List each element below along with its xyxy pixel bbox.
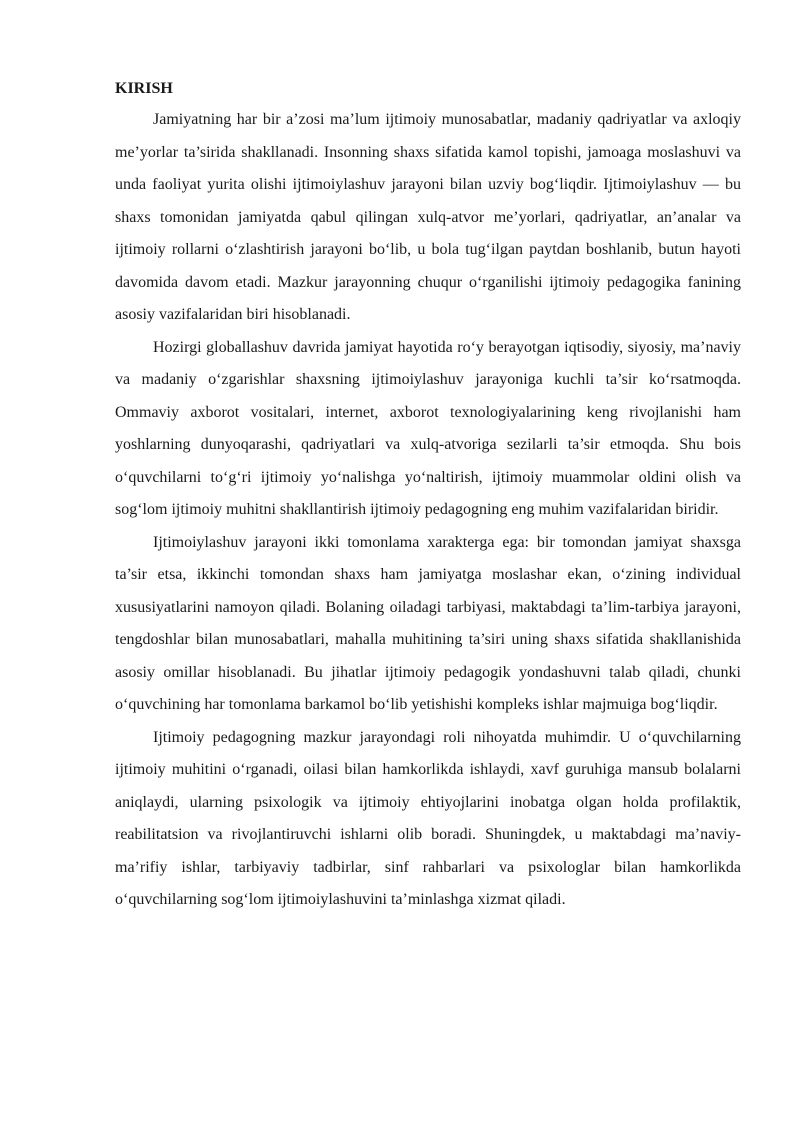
paragraph-2: Hozirgi globallashuv davrida jamiyat hayotida ro‘y berayotgan iqtisodiy, siyosiy, ma’naviy va madaniy o‘zgarishlar shaxsning ijtimoiylashuv jarayoniga kuchli ta’sir ko‘rsatmoqda. Ommaviy axborot vositalari, internet, axborot texnologiyalarining keng rivojlanishi ham yoshlarning dunyoqarashi, qadriyatlari va xulq-atvoriga sezilarli ta’sir etmoqda. Shu bois o‘quvchilarni to‘g‘ri ijtimoiy yo‘nalishga yo‘naltirish, ijtimoiy muammolar oldini olish va sog‘lom ijtimoiy muhitni shakllantirish ijtimoiy pedagogning eng muhim vazifalaridan biridir.	[115, 338, 741, 518]
paragraph-4: Ijtimoiy pedagogning mazkur jarayondagi roli nihoyatda muhimdir. U o‘quvchilarning ijtimoiy muhitini o‘rganadi, oilasi bilan hamkorlikda ishlaydi, xavf guruhiga mansub bolalarni aniqlaydi, ularning psixologik va ijtimoiy ehtiyojlarini inobatga olgan holda profilaktik, reabilitatsion va rivojlantiruvchi ishlarni olib boradi. Shuningdek, u maktabdagi ma’naviy-ma’rifiy ishlar, tarbiyaviy tadbirlar, sinf rahbarlari va psixologlar bilan hamkorlikda o‘quvchilarning sog‘lom ijtimoiylashuvini ta’minlashga xizmat qiladi.	[115, 728, 741, 908]
section-heading: KIRISH	[115, 80, 173, 97]
paragraph-1: Jamiyatning har bir a’zosi ma’lum ijtimoiy munosabatlar, madaniy qadriyatlar va axloqiy me’yorlar ta’sirida shakllanadi. Insonning shaxs sifatida kamol topishi, jamoaga moslashuvi va unda faoliyat yurita olishi ijtimoiylashuv jarayoni bilan uzviy bog‘liqdir. Ijtimoiylashuv — bu shaxs tomonidan jamiyatda qabul qilingan xulq-atvor me’yorlari, qadriyatlar, an’analar va ijtimoiy rollarni o‘zlashtirish jarayoni bo‘lib, u bola tug‘ilgan paytdan boshlanib, butun hayoti davomida davom etadi. Mazkur jarayonning chuqur o‘rganilishi ijtimoiy pedagogika fanining asosiy vazifalaridan biri hisoblanadi.	[115, 111, 741, 323]
document-body	[115, 74, 741, 917]
paragraph-3: Ijtimoiylashuv jarayoni ikki tomonlama xarakterga ega: bir tomondan jamiyat shaxsga ta’sir etsa, ikkinchi tomondan shaxs ham jamiyatga moslashar ekan, o‘zining individual xususiyatlarini namoyon qiladi. Bolaning oiladagi tarbiyasi, maktabdagi ta’lim-tarbiya jarayoni, tengdoshlar bilan munosabatlari, mahalla muhitining ta’siri uning shaxs sifatida shakllanishida asosiy omillar hisoblanadi. Bu jihatlar ijtimoiy pedagogik yondashuvni talab qiladi, chunki o‘quvchining har tomonlama barkamol bo‘lib yetishishi kompleks ishlar majmuiga bog‘liqdir.	[115, 533, 741, 713]
